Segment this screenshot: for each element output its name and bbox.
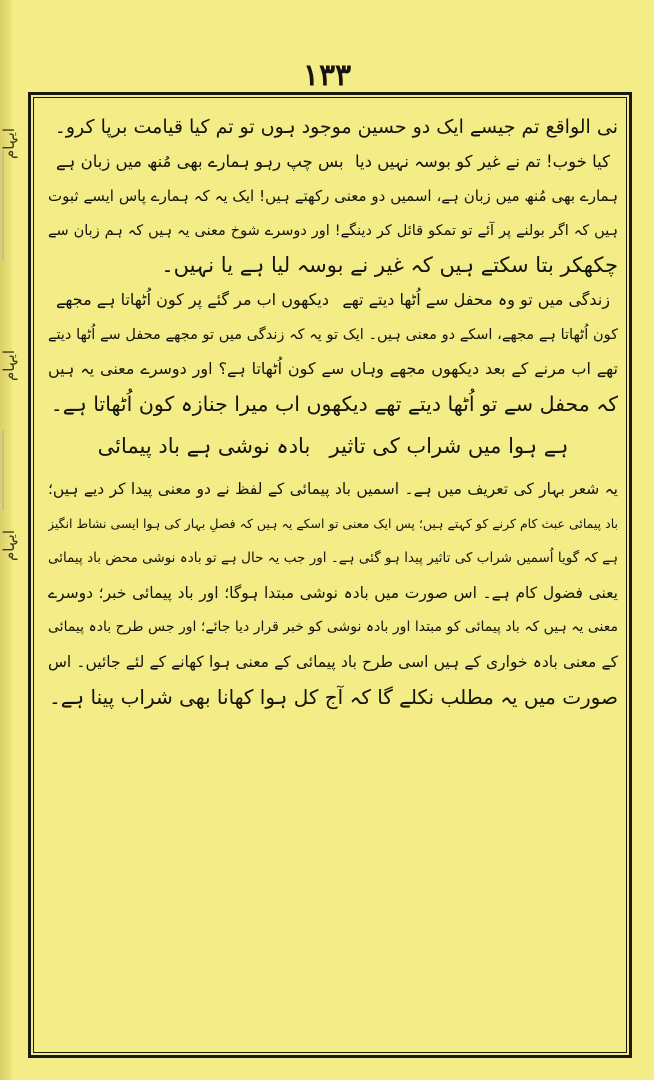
verse-couplet — [48, 429, 618, 464]
margin-note: ایہام — [0, 350, 18, 381]
text-line: چکھکر بتا سکتے ہیں کہ غیر نے بوسہ لیا ہے یا نہیں۔ — [161, 253, 618, 278]
text-line: یہ شعر بہار کی تعریف میں ہے۔ اسمیں باد پیمائی کے لفظ نے دو معنی پیدا کر دیے ہیں؛ — [48, 479, 618, 498]
text-line: صورت میں یہ مطلب نکلے گا کہ آج کل ہوا کھانا بھی شراب پینا ہے۔ — [48, 684, 618, 709]
text-line: کہ محفل سے تو اُٹھا دیتے تھے دیکھوں اب میرا جنازہ کون اُٹھاتا ہے۔ — [50, 391, 618, 416]
text-line: باد پیمائی عبث کام کرنے کو کہتے ہیں؛ پس ایک معنی تو اسکے یہ ہیں کہ فصلِ بہار کی ہوا ایسی نشاط انگیز — [48, 515, 618, 531]
text-line: کے معنی بادہ خواری کے ہیں اسی طرح باد پیمائی کے معنی ہوا کھانے کے لئے جائیں۔ اس — [48, 652, 618, 671]
pencil-mark — [2, 430, 20, 510]
margin-note: ایہام — [0, 530, 18, 561]
page-text — [48, 110, 618, 714]
text-line: تھے اب مرنے کے بعد دیکھوں مجھے وہاں سے کون اُٹھاتا ہے؟ اور دوسرے معنی یہ ہیں — [48, 359, 618, 379]
page-number: ١٣٣ — [302, 58, 352, 93]
text-line: ہیں کہ اگر بولنے پر آئے تو تمکو قائل کر دینگے! اور دوسرے شوخ معنی یہ ہیں کہ ہم زبان سے — [48, 222, 618, 239]
verse-hemistich: زندگی میں تو وہ محفل سے اُٹھا دیتے تھے — [342, 289, 610, 309]
verse-hemistich: دیکھوں اب مر گئے پر کون اُٹھاتا ہے مجھے — [56, 289, 330, 309]
pencil-mark — [2, 150, 20, 260]
text-line: یعنی فضول کام ہے۔ اس صورت میں بادہ نوشی مبتدا ہوگا؛ اور باد پیمائی خبر؛ دوسرے — [48, 583, 618, 602]
verse-hemistich: ہے ہوا میں شراب کی تاثیر — [329, 434, 569, 459]
text-line: ہمارے بھی مُنھ میں زبان ہے، اسمیں دو معنی رکھتے ہیں! ایک یہ کہ ہمارے پاس ایسے ثبوت — [48, 187, 618, 206]
verse-hemistich: بس چپ رہو ہمارے بھی مُنھ میں زبان ہے — [56, 151, 344, 171]
verse-couplet — [48, 145, 618, 180]
verse-couplet — [48, 283, 618, 318]
margin-note: ایہام — [0, 128, 18, 159]
verse-hemistich: کیا خوب! تم نے غیر کو بوسہ نہیں دیا — [355, 151, 610, 171]
text-line: ہے کہ گویا اُسمیں شراب کی تاثیر پیدا ہو گئی ہے۔ اور جب یہ حال ہے تو بادہ نوشی محض باد پیمائی — [48, 550, 618, 567]
text-line: کون اُٹھاتا ہے مجھے، اسکے دو معنی ہیں۔ ایک تو یہ کہ زندگی میں تو مجھے محفل سے اُٹھا دیتے — [48, 326, 618, 343]
text-line: نی الواقع تم جیسے ایک دو حسین موجود ہوں تو تم کیا قیامت برپا کرو۔ — [54, 116, 618, 138]
verse-hemistich: بادہ نوشی ہے باد پیمائی — [97, 434, 311, 459]
text-line: معنی یہ ہیں کہ باد پیمائی کو مبتدا اور بادہ نوشی کو خبر قرار دیا جائے؛ اور جس طرح بادہ پیمائی — [48, 619, 618, 636]
